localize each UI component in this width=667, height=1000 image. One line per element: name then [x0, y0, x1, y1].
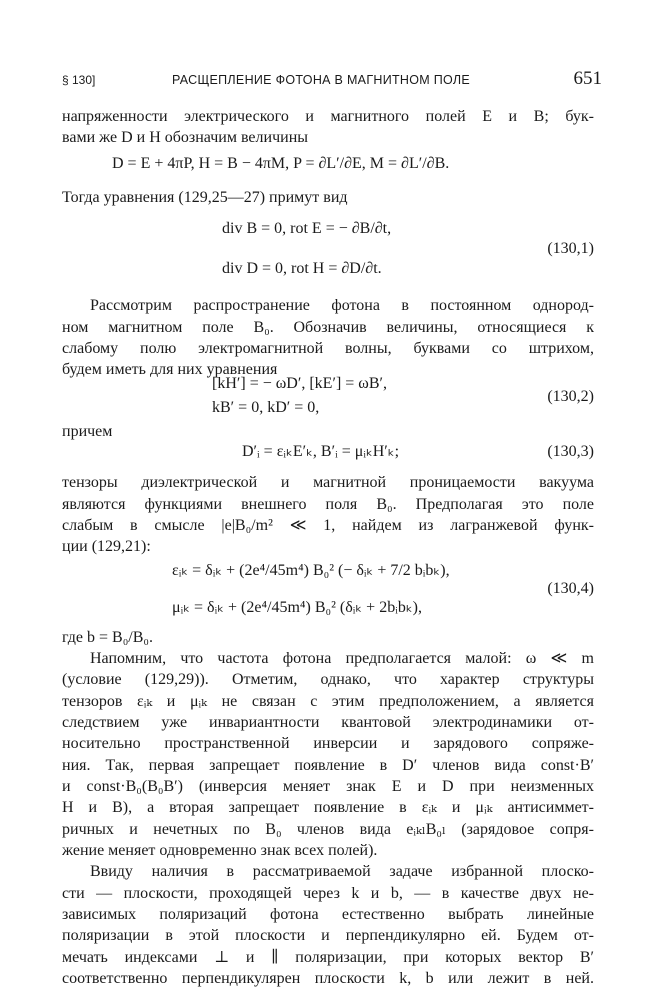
running-title: РАСЩЕПЛЕНИЕ ФОТОНА В МАГНИТНОМ ПОЛЕ	[172, 73, 471, 87]
equation-130-2a: [kH′] = − ωD′, [kE′] = ωB′,	[212, 375, 387, 392]
text-line: Напомним, что частота фотона предполагается малой: ω ≪ m	[90, 650, 594, 667]
text-line: следствием уже инвариантности квантовой электродинамики от-	[62, 714, 594, 731]
text-line: Ввиду наличия в рассматриваемой задаче избранной плоско-	[90, 863, 594, 880]
text-line: жение меняет одновременно знак всех полей).	[62, 842, 378, 859]
text-line: соответственно перпендикулярен плоскости k, b или лежит в ней.	[62, 970, 594, 987]
text-line: Тогда уравнения (129,25—27) примут вид	[62, 189, 348, 206]
equation-number: (130,2)	[547, 388, 594, 405]
equation-130-4a: εᵢₖ = δᵢₖ + (2e⁴/45m⁴) B₀² (− δᵢₖ + 7/2 bᵢbₖ),	[172, 562, 450, 579]
text-line: слабому полю электромагнитной волны, буквами со штрихом,	[62, 340, 594, 357]
text-line: вами же D и H обозначим величины	[62, 129, 308, 146]
text-line: мечать индексами ⊥ и ∥ поляризации, при которых вектор B′	[62, 949, 594, 966]
text-line: ном магнитном поле B₀. Обозначив величины, относящиеся к	[62, 319, 594, 336]
section-ref: § 130]	[62, 73, 96, 87]
text-line: являются функциями внешнего поля B₀. Предполагая это поле	[62, 496, 594, 513]
text-line: поляризации в этой плоскости и перпендикулярно ей. Будем от-	[62, 927, 594, 944]
text-line: и const·B₀(B₀B′) (инверсия меняет знак E и D при неизменных	[62, 778, 594, 795]
text-line: сти — плоскости, проходящей через k и b, — в качестве двух не-	[62, 885, 594, 902]
text-line: носительно пространственной инверсии и зарядового сопряже-	[62, 735, 594, 752]
equation-130-1a: div B = 0, rot E = − ∂B/∂t,	[222, 220, 392, 237]
text-line: ричных и нечетных по B₀ членов вида eᵢₖₗB₀ₗ (зарядовое сопря-	[62, 821, 594, 838]
text-line: напряженности электрического и магнитного полей E и B; бук-	[62, 108, 594, 125]
page-number: 651	[573, 68, 602, 89]
text-line: ния. Так, первая запрещает появление в D′ членов вида const·B′	[62, 757, 594, 774]
text-line: H и B), а вторая запрещает появление в εᵢₖ и μᵢₖ антисиммет-	[62, 799, 594, 816]
text-line: будем иметь для них уравнения	[62, 361, 278, 378]
text-line: Рассмотрим распространение фотона в постоянном однород-	[90, 297, 594, 314]
text-line: ции (129,21):	[62, 538, 151, 555]
text-line: (условие (129,29)). Отметим, однако, что характер структуры	[62, 671, 594, 688]
text-line: слабым в смысле |e|B₀/m² ≪ 1, найдем из лагранжевой функ-	[62, 517, 594, 534]
equation-number: (130,1)	[547, 240, 594, 257]
text-line: где b = B₀/B₀.	[62, 629, 153, 646]
equation-130-2b: kB′ = 0, kD′ = 0,	[212, 399, 320, 416]
running-header	[62, 68, 602, 94]
text-line: причем	[62, 423, 113, 440]
equation-130-3: D′ᵢ = εᵢₖE′ₖ, B′ᵢ = μᵢₖH′ₖ;	[242, 443, 400, 460]
equation-130-4b: μᵢₖ = δᵢₖ + (2e⁴/45m⁴) B₀² (δᵢₖ + 2bᵢbₖ),	[172, 599, 422, 616]
equation-number: (130,3)	[547, 443, 594, 460]
text-line: тензоров εᵢₖ и μᵢₖ не связан с этим предположением, а является	[62, 693, 594, 710]
text-line: тензоры диэлектрической и магнитной проницаемости вакуума	[62, 474, 594, 491]
equation-130-1b: div D = 0, rot H = ∂D/∂t.	[222, 260, 382, 277]
equation-number: (130,4)	[547, 580, 594, 597]
text-line: зависимых поляризаций фотона естественно выбрать линейные	[62, 906, 594, 923]
equation-definitions: D = E + 4πP, H = B − 4πM, P = ∂L′/∂E, M = ∂L′/∂B.	[112, 155, 450, 172]
